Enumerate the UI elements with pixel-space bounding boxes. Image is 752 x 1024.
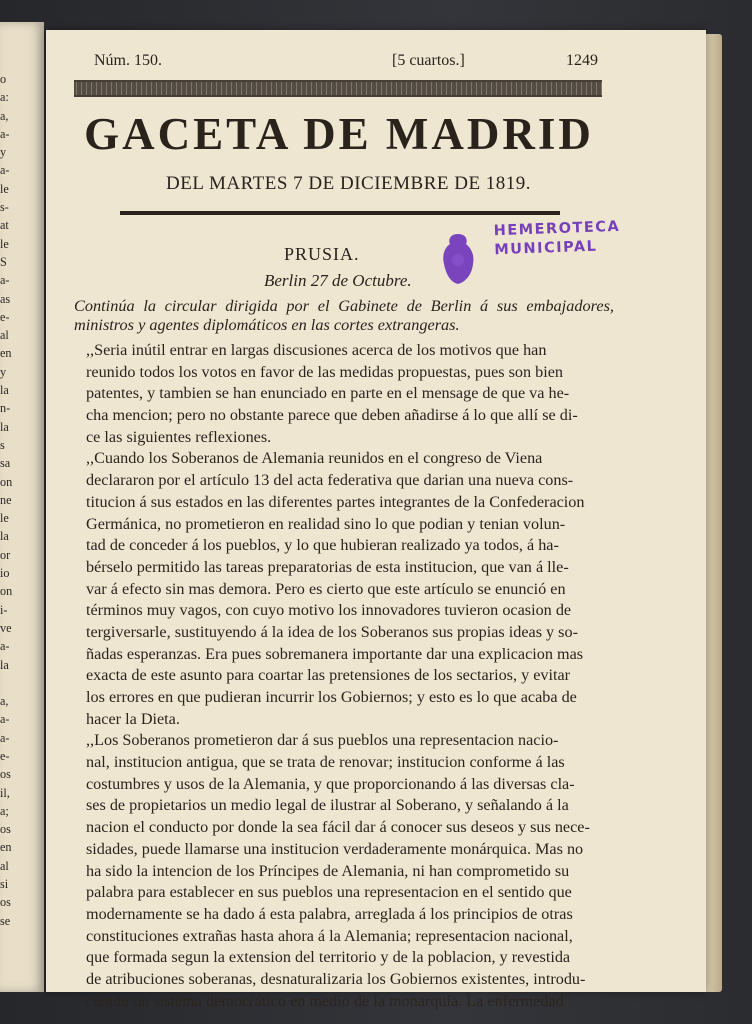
- facing-page-fragment: a-: [0, 126, 10, 141]
- facing-page-fragment: sa: [0, 456, 11, 471]
- facing-page-fragment: a-: [0, 712, 10, 727]
- facing-page-fragment: la: [0, 383, 9, 398]
- stamp-line-1: HEMEROTECA: [493, 218, 621, 240]
- price-label: [5 cuartos.]: [392, 52, 465, 69]
- body-line: tergiversarle, sustituyendo á la idea de los Soberanos sus propias ideas y so-: [86, 622, 578, 641]
- facing-page-fragment: la: [0, 419, 9, 434]
- facing-page-fragment: a-: [0, 730, 10, 745]
- body-line: tad de conceder á los pueblos, y lo que hubieran realizado ya todos, á ha-: [86, 536, 559, 555]
- body-line: var á efecto sin mas demora. Pero es cierto que este artículo se enunció en: [86, 579, 566, 598]
- facing-page-fragment: si: [0, 877, 9, 892]
- facing-page-fragment: la: [0, 657, 9, 672]
- facing-page-fragment: on: [0, 584, 13, 599]
- facing-page-fragment: s-: [0, 200, 9, 215]
- facing-page-fragment: y: [0, 364, 7, 379]
- facing-page-fragment: y: [0, 145, 7, 160]
- dateline: DEL MARTES 7 DE DICIEMBRE DE 1819.: [166, 173, 532, 194]
- body-line: constituciones extrañas hasta ahora á la Alemania; representacion nacional,: [86, 926, 573, 945]
- body-line: ñadas esperanzas. Era pues sobremanera importante dar una explicacion mas: [86, 644, 584, 663]
- body-line: ,,Seria inútil entrar en largas discusiones acerca de los motivos que han: [86, 341, 547, 359]
- body-line: declararon por el artículo 13 del acta federativa que darian una nueva cons-: [86, 471, 574, 490]
- body-line: nacion el conducto por donde la sea fácil dar á conocer sus deseos y sus nece-: [86, 818, 590, 837]
- body-line: cha mencion; pero no obstante parece que deben añadirse á lo que allí se di-: [86, 406, 578, 425]
- facing-page-fragment: il,: [0, 785, 10, 800]
- issue-number: Núm. 150.: [94, 52, 162, 69]
- body-line: los errores en que pudieran incurrir los Gobiernos; y esto es lo que acaba de: [86, 688, 577, 706]
- body-line: que formada segun la extension del territorio y de la poblacion, y revestida: [86, 948, 571, 967]
- body-line: ce las siguientes reflexiones.: [86, 427, 272, 446]
- facing-page-fragment: a,: [0, 108, 9, 123]
- facing-page-fragment: a-: [0, 163, 10, 178]
- page-number: 1249: [566, 52, 598, 69]
- body-line: sidades, puede llamarse una institucion verdaderamente monárquica. Mas no: [86, 839, 584, 858]
- header-rule: [120, 211, 560, 215]
- stamp-line-2: MUNICIPAL: [494, 238, 598, 259]
- body-line: reunido todos los votos en favor de las medidas propuestas, pues son bien: [86, 362, 564, 381]
- facing-page-fragment: S: [0, 254, 7, 269]
- facing-page-fragment: [0, 674, 40, 692]
- facing-page-fragment: al: [0, 328, 9, 343]
- facing-page-fragment: as: [0, 291, 11, 306]
- body-line: ,,Cuando los Soberanos de Alemania reunidos en el congreso de Viena: [86, 449, 543, 468]
- body-line: de atribuciones soberanas, desnaturalizaria los Gobiernos existentes, introdu-: [86, 969, 586, 988]
- masthead-title: GACETA DE MADRID: [84, 109, 594, 159]
- newspaper-page: [46, 30, 706, 1010]
- facing-page-fragment: os: [0, 767, 11, 782]
- facing-page: [0, 22, 44, 992]
- facing-page-fragment: ne: [0, 492, 12, 507]
- body-line: ha sido la intencion de los Príncipes de Alemania, ni han comprometido su: [86, 861, 570, 880]
- facing-page-fragment: en: [0, 346, 12, 361]
- facing-page-fragment: e-: [0, 309, 10, 324]
- body-line: patentes, y tambien se han enunciado en parte en el mensage de que va he-: [86, 384, 570, 403]
- body-line: hacer la Dieta.: [86, 709, 180, 728]
- facing-page-fragment: o: [0, 72, 7, 86]
- facing-page-fragment: at: [0, 218, 9, 233]
- body-line: palabra para establecer en sus pueblos una representacion en el sentido que: [86, 883, 572, 902]
- facing-page-fragment: a:: [0, 90, 9, 105]
- facing-page-fragment: se: [0, 913, 11, 928]
- ornamental-band: [74, 80, 602, 97]
- body-line: titucion á sus estados en las diferentes partes integrantes de la Confederacion: [86, 492, 585, 511]
- body-line: términos muy vagos, con cuyo motivo los innovadores tuvieron ocasion de: [86, 601, 572, 620]
- body-line: exacta de este asunto para coartar las pretensiones de los sectarios, y evitar: [86, 666, 571, 685]
- facing-page-fragment: e-: [0, 748, 10, 763]
- facing-page-fragment: a-: [0, 639, 10, 654]
- facing-page-fragment: a;: [0, 803, 9, 818]
- body-line: ciendo un sistema democrático en medio de la monarquía. La enfermedad: [86, 991, 564, 1010]
- body-line: nal, institucion antigua, que se trata de renovar; institucion conforme á las: [86, 753, 565, 772]
- section-heading: PRUSIA.: [284, 244, 360, 264]
- article-subtitle: Continúa la circular dirigida por el Gabinete de Berlin á sus embajadores, ministros y agentes diplomáticos en las cortes extrangeras.: [74, 296, 614, 334]
- place-date: Berlin 27 de Octubre.: [264, 271, 412, 290]
- facing-page-fragment: or: [0, 547, 11, 562]
- library-stamp-text: [493, 218, 621, 260]
- body-line: ses de propietarios un medio legal de ilustrar al Soberano, y señalando á la: [86, 796, 569, 815]
- article-body: [86, 340, 620, 1012]
- body-line: costumbres y usos de la Alemania, y que proporcionando á las diversas cla-: [86, 774, 575, 793]
- body-line: bérselo permitido las tareas preparatorias de esta institucion, que van á lle-: [86, 557, 569, 576]
- facing-page-fragment: on: [0, 474, 13, 489]
- body-line: modernamente se ha dado á esta palabra, arreglada á los principios de otras: [86, 904, 573, 923]
- body-line: ,,Los Soberanos prometieron dar á sus pueblos una representacion nacio-: [86, 731, 559, 750]
- facing-page-fragment: os: [0, 822, 11, 837]
- facing-page-fragment: le: [0, 181, 9, 196]
- facing-page-fragment: al: [0, 858, 9, 873]
- facing-page-fragment: io: [0, 566, 10, 581]
- facing-page-text-fragments: [0, 70, 40, 930]
- facing-page-fragment: s: [0, 437, 5, 452]
- facing-page-fragment: en: [0, 840, 12, 855]
- body-line: Germánica, no prometieron en realidad sino lo que podian y tenian volun-: [86, 514, 566, 533]
- facing-page-fragment: i-: [0, 602, 8, 617]
- facing-page-fragment: n-: [0, 401, 11, 416]
- library-stamp-emblem: [440, 232, 476, 286]
- facing-page-fragment: le: [0, 236, 9, 251]
- page-header: [94, 52, 598, 74]
- facing-page-fragment: a,: [0, 694, 9, 709]
- facing-page-fragment: a-: [0, 273, 10, 288]
- facing-page-fragment: le: [0, 511, 9, 526]
- facing-page-fragment: la: [0, 529, 9, 544]
- facing-page-fragment: os: [0, 895, 11, 910]
- facing-page-fragment: ve: [0, 620, 12, 635]
